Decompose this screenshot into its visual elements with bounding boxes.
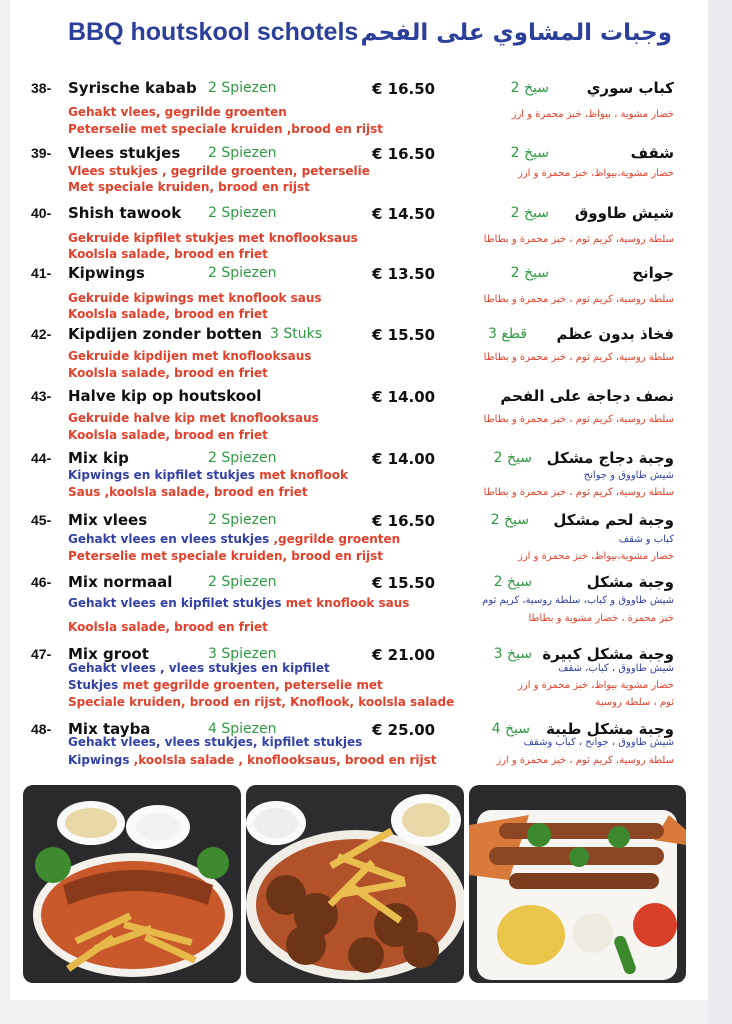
item-description-line [68,660,330,677]
item-quantity-arabic: سيخ 2 [510,145,549,161]
item-number: 46- [31,574,52,590]
item-quantity: 2 Spiezen [208,80,277,96]
item-name: Shish tawook [68,204,182,222]
item-description-line [68,163,370,180]
item-description-arabic: سلطة روسية، كريم ثوم ، خبز محمرة و بطاطا [483,414,674,425]
description-text: met gegrilde groenten, peterselie met [122,678,383,692]
item-quantity-arabic: سيخ 2 [493,450,532,466]
item-quantity-arabic: سيخ 2 [510,205,549,221]
item-description-line [68,246,268,263]
photo-mixed-grill [23,785,241,983]
item-description-arabic: شيش طاووق و كباب، سلطة روسية، كريم ثوم [482,595,674,606]
item-name-arabic: وجبة لحم مشكل [553,511,674,529]
item-quantity: 2 Spiezen [208,574,277,590]
item-quantity: 2 Spiezen [208,205,277,221]
item-description-arabic: سلطة روسية، كريم ثوم ، خبز محمرة و بطاطا [483,234,674,245]
description-text: Met speciale kruiden, brood en rijst [68,180,310,194]
item-number: 45- [31,512,52,528]
item-name-arabic: جوانح [632,264,674,282]
item-description-arabic: ثوم ، سلطة روسية [595,697,674,708]
item-quantity-arabic: قطع 3 [488,326,527,342]
item-quantity: 2 Spiezen [208,512,277,528]
item-description-arabic: سلطة روسية، كريم ثوم ، خبز محمرة و بطاطا [483,294,674,305]
item-description-arabic: خضار مشوية ، بيواظ، خبز محمرة و ارز [511,109,674,120]
item-name-arabic: وجبة دجاج مشكل [546,449,674,467]
item-description-line [68,104,287,121]
item-description-line [68,230,358,247]
description-text: Gehakt vlees , vlees stukjes en kipfilet [68,661,330,675]
description-text: ,gegrilde groenten [273,532,401,546]
item-description-line [68,531,400,548]
item-price: € 14.00 [372,450,436,468]
item-description-arabic: خضار مشوية،بيواظ، خبز محمرة و ارز [518,168,674,179]
item-price: € 14.00 [372,388,436,406]
description-text: Kipwings [68,753,134,767]
item-description-line [68,595,409,612]
description-text: Gekruide kipdijen met knoflooksaus [68,349,312,363]
item-price: € 15.50 [372,574,436,592]
description-text: Koolsla salade, brood en friet [68,428,268,442]
description-text: Speciale kruiden, brood en rijst, Knoflook, koolsla salade [68,695,455,709]
item-description-arabic: خضار مشوية بيواظ، خبز محمرة و ارز [518,680,674,691]
item-description-line [68,306,268,323]
item-name-arabic: وجبة مشكل طيبة [546,720,674,738]
item-number: 47- [31,646,52,662]
item-name: Syrische kabab [68,79,197,97]
item-description-line [68,467,348,484]
item-name: Kipdijen zonder botten [68,325,263,343]
description-text: ,koolsla salade , knoflooksaus, brood en rijst [133,753,437,767]
item-description-line [68,677,383,694]
item-description-line [68,548,383,565]
description-text: Gekruide kipfilet stukjes met knoflooksaus [68,231,358,245]
description-text: Koolsla salade, brood en friet [68,366,268,380]
item-name-arabic: كباب سوري [586,79,674,97]
item-price: € 25.00 [372,721,436,739]
description-text: met knoflook saus [285,596,410,610]
item-description-line [68,734,362,751]
item-number: 38- [31,80,52,96]
description-text: met knoflook [259,468,348,482]
item-name: Mix normaal [68,573,173,591]
item-quantity: 2 Spiezen [208,145,277,161]
item-price: € 21.00 [372,646,436,664]
grilled-meat-image [246,785,464,983]
item-description-arabic: شيش طاووق ، كباب، شقف [558,663,674,674]
description-text: Gehakt vlees en vlees stukjes [68,532,274,546]
item-description-arabic: شيش طاووق ، جوانح ، كباب وشقف [523,737,674,748]
description-text: Koolsla salade, brood en friet [68,307,268,321]
kebab-plate-image [469,785,686,983]
description-text: Gehakt vlees, vlees stukjes, kipfilet stukjes [68,735,363,749]
item-number: 42- [31,326,52,342]
description-text: Vlees stukjes , gegrilde groenten, peterselie [68,164,370,178]
item-price: € 14.50 [372,205,436,223]
item-description-arabic: شيش طاووق و جوانح [583,470,674,481]
item-name-arabic: شيش طاووق [574,204,674,222]
item-description-line [68,427,268,444]
page-title-arabic: وجبات المشاوي على الفحم [360,20,672,46]
item-name: Mix vlees [68,511,148,529]
item-quantity: 3 Stuks [270,326,323,342]
description-text: Gekruide halve kip met knoflooksaus [68,411,319,425]
item-description-arabic: سلطة روسية، كريم ثوم ، خبز محمرة و ارز [496,755,674,766]
item-description-arabic: سلطة روسية، كريم ثوم ، خبز محمرة و بطاطا [483,352,674,363]
item-number: 48- [31,721,52,737]
description-text: Peterselie met speciale kruiden, brood en rijst [68,549,383,563]
description-text: Peterselie met speciale kruiden ,brood en rijst [68,122,383,136]
item-description-line [68,752,437,769]
description-text: Gehakt vlees en kipfilet stukjes [68,596,286,610]
mixed-grill-image [23,785,241,983]
description-text: Stukjes [68,678,123,692]
item-description-line [68,484,308,501]
item-quantity-arabic: سيخ 2 [510,265,549,281]
item-name: Mix tayba [68,720,151,738]
page-margin-strip [708,0,732,1024]
page-title: BBQ houtskool schotels [68,18,359,46]
item-name-arabic: شقف [630,144,674,162]
item-name-arabic: نصف دجاجة على الفحم [500,387,674,405]
item-description-line [68,410,319,427]
item-number: 41- [31,265,52,281]
item-quantity: 3 Spiezen [208,646,277,662]
item-quantity-arabic: سيخ 3 [493,646,532,662]
description-text: Koolsla salade, brood en friet [68,620,268,634]
item-quantity-arabic: سيخ 2 [490,512,529,528]
item-description-line [68,290,322,307]
item-quantity-arabic: سيخ 2 [510,80,549,96]
item-quantity: 2 Spiezen [208,450,277,466]
item-description-line [68,179,310,196]
item-name-arabic: وجبة مشكل [586,573,674,591]
item-description-line [68,619,268,636]
description-text: Koolsla salade, brood en friet [68,247,268,261]
item-number: 40- [31,205,52,221]
item-description-line [68,694,454,711]
description-text: Gekruide kipwings met knoflook saus [68,291,322,305]
item-quantity: 2 Spiezen [208,265,277,281]
item-price: € 15.50 [372,326,436,344]
item-name: Kipwings [68,264,145,282]
description-text: Gehakt vlees, gegrilde groenten [68,105,287,119]
item-price: € 16.50 [372,145,436,163]
item-price: € 16.50 [372,512,436,530]
item-price: € 13.50 [372,265,436,283]
item-name-arabic: فخاذ بدون عظم [556,325,674,343]
photo-kebab-rice [469,785,686,983]
item-quantity-arabic: سيخ 2 [493,574,532,590]
item-quantity: 4 Spiezen [208,721,277,737]
item-quantity-arabic: سيخ 4 [491,721,530,737]
item-description-line [68,365,268,382]
item-number: 39- [31,145,52,161]
item-description-arabic: كباب و شقف [618,534,674,545]
photo-grilled-meat-fries [246,785,464,983]
item-description-line [68,121,383,138]
item-number: 43- [31,388,52,404]
item-name: Vlees stukjes [68,144,181,162]
item-description-arabic: خبز محمرة ، خضار مشوية و بطاطا [528,613,674,624]
item-name: Mix kip [68,449,129,467]
item-description-arabic: سلطة روسية، كريم ثوم ، خبز محمرة و بطاطا [483,487,674,498]
description-text: Kipwings en kipfilet stukjes [68,468,260,482]
item-description-arabic: خضار مشوية،بيواظ، خبز محمرة و ارز [518,551,674,562]
item-name: Halve kip op houtskool [68,387,262,405]
item-number: 44- [31,450,52,466]
item-price: € 16.50 [372,80,436,98]
item-name: Mix groot [68,645,149,663]
item-description-line [68,348,311,365]
item-name-arabic: وجبة مشكل كبيرة [542,645,674,663]
description-text: Saus ,koolsla salade, brood en friet [68,485,308,499]
